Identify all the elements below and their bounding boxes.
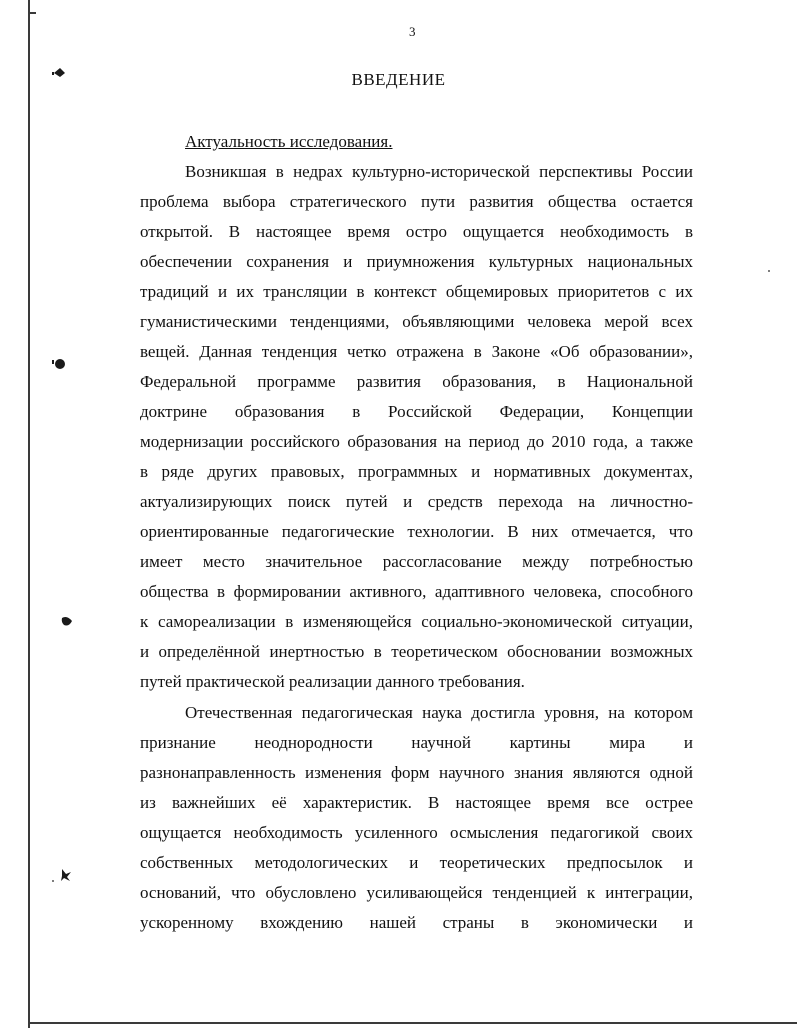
text-line: к самореализации в изменяющейся социально-экономической ситуации, (140, 612, 693, 631)
text-line: собственных методологических и теоретических предпосылок и (140, 853, 693, 872)
text-line: в ряде других правовых, программных и нормативных документах, (140, 462, 693, 481)
scan-left-edge (28, 0, 30, 1028)
text-line: ощущается необходимость усиленного осмысления педагогикой своих (140, 823, 693, 842)
text-line: разнонаправленность изменения форм научного знания являются одной (140, 763, 693, 782)
punch-hole-mark-3 (60, 614, 74, 628)
text-line: и определённой инертностью в теоретическом обосновании возможных (140, 642, 693, 661)
text-line: модернизации российского образования на период до 2010 года, а также (140, 432, 693, 451)
text-line: имеет место значительное рассогласование между потребностью (140, 552, 693, 571)
text-line: Возникшая в недрах культурно-исторической перспективы России (185, 162, 693, 181)
text-line: путей практической реализации данного требования. (140, 672, 525, 691)
page-number: 3 (409, 24, 416, 39)
scan-bottom-edge (28, 1022, 797, 1024)
scan-speck (768, 270, 770, 272)
text-line: Федеральной программе развития образования, в Национальной (140, 372, 693, 391)
text-line: традиций и их трансляции в контекст общемировых приоритетов с их (140, 282, 693, 301)
text-line: доктрине образования в Российской Федерации, Концепции (140, 402, 693, 421)
text-line: общества в формировании активного, адаптивного человека, способного (140, 582, 693, 601)
text-line: открытой. В настоящее время остро ощущается необходимость в (140, 222, 693, 241)
scan-corner-mark (28, 12, 36, 36)
text-line: вещей. Данная тенденция четко отражена в Законе «Об образовании», (140, 342, 693, 361)
text-line: ускоренному вхождению нашей страны в экономически и (140, 913, 693, 932)
chapter-title: ВВЕДЕНИЕ (351, 70, 446, 89)
text-line: из важнейших её характеристик. В настоящее время все острее (140, 793, 693, 812)
text-line: оснований, что обусловлено усиливающейся тенденцией к интеграции, (140, 883, 693, 902)
text-line: обеспечении сохранения и приумножения культурных национальных (140, 252, 693, 271)
text-line: признание неоднородности научной картины мира и (140, 733, 693, 752)
punch-hole-mark-2 (52, 356, 66, 370)
section-subheading: Актуальность исследования. (185, 132, 393, 151)
text-line: ориентированные педагогические технологии. В них отмечается, что (140, 522, 693, 541)
text-line: проблема выбора стратегического пути развития общества остается (140, 192, 693, 211)
text-line: актуализирующих поиск путей и средств перехода на личностно- (140, 492, 693, 511)
text-line: Отечественная педагогическая наука достигла уровня, на котором (185, 703, 693, 722)
scan-speck (52, 880, 54, 882)
punch-hole-mark-4 (58, 868, 72, 882)
text-line: гуманистическими тенденциями, объявляющими человека мерой всех (140, 312, 693, 331)
